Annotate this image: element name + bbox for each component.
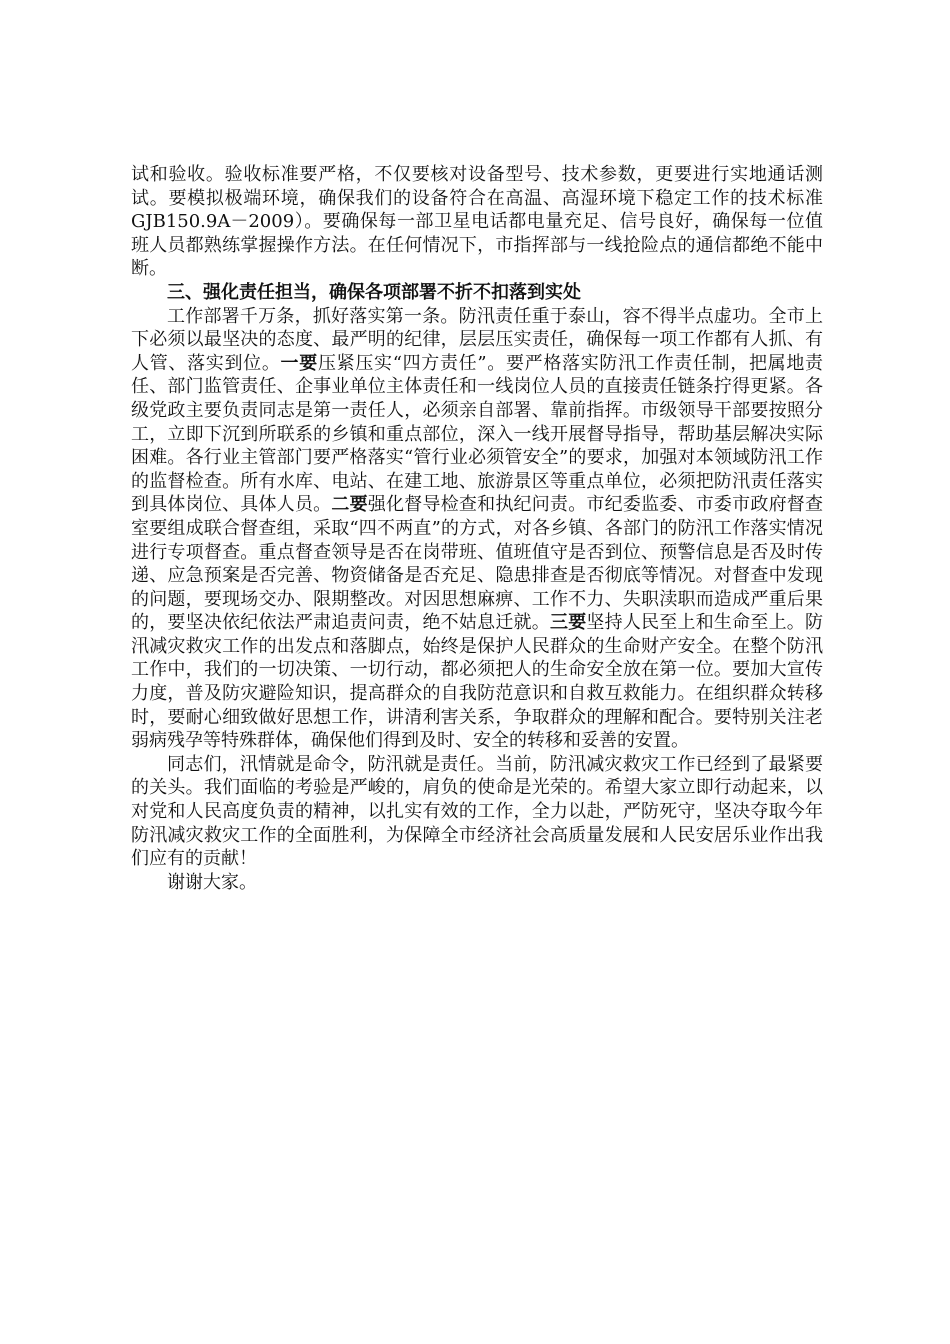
keyword-second: 二要 <box>331 494 368 516</box>
section-heading-three: 三、强化责任担当，确保各项部署不折不扣落到实处 <box>167 281 581 303</box>
paragraph-supervision: 强化督导检查和执纪问责。市纪委监委、市委市政府督查室要组成联合督查组，采取“四不两直”的方式，对各乡镇、各部门的防汛工作落实情况进行专项督查。重点督查领导是否在岗带班、值班值守是否到位、预警信息是否及时传递、应急预案是否完善、物资储备是否充足、隐患排查是否彻底等情况。对督查中发现的问题，要现场交办、限期整改。对因思想麻痹、工作不力、失职渎职而造成严重后果的，要坚决依纪依法严肃追责问责，绝不姑息迁就。 <box>131 494 824 634</box>
paragraph-closing: 同志们，汛情就是命令，防汛就是责任。当前，防汛减灾救灾工作已经到了最紧要的关头。我们面临的考验是严峻的，肩负的使命是光荣的。希望大家立即行动起来，以对党和人民高度负责的精神，以扎实有效的工作，全力以赴，严防死守，坚决夺取今年防汛减灾救灾工作的全面胜利，为保障全市经济社会高质量发展和人民安居乐业作出我们应有的贡献！ <box>131 753 823 870</box>
paragraph-responsibility-intro: 工作部署千万条，抓好落实第一条。防汛责任重于泰山，容不得半点虚功。全市上下必须以最坚决的态度、最严明的纪律，层层压实责任，确保每一项工作都有人抓、有人管、落实到位。 <box>131 305 823 374</box>
keyword-first: 一要 <box>280 352 318 374</box>
paragraph-four-responsibilities: 压紧压实“四方责任”。要严格落实防汛工作责任制，把属地责任、部门监管责任、企事业单位主体责任和一线岗位人员的直接责任链条拧得更紧。各级党政主要负责同志是第一责任人，必须亲自部署、靠前指挥。市级领导干部要按照分工，立即下沉到所联系的乡镇和重点部位，深入一线开展督导指导，帮助基层解决实际困难。各行业主管部门要严格落实“管行业必须管安全”的要求，加强对本领域防汛工作的监督检查。所有水库、电站、在建工地、旅游景区等重点单位，必须把防汛责任落实到具体岗位、具体人员。 <box>131 352 824 516</box>
paragraph-communication-testing: 试和验收。验收标准要严格，不仅要核对设备型号、技术参数，更要进行实地通话测试。要模拟极端环境，确保我们的设备符合在高温、高湿环境下稳定工作的技术标准GJB150.9A－2009）。要确保每一部卫星电话都电量充足、信号良好，确保每一位值班人员都熟练掌握操作方法。在任何情况下，市指挥部与一线抢险点的通信都绝不能中断。 <box>131 164 823 280</box>
keyword-third: 三要 <box>549 612 587 634</box>
paragraph-responsibility <box>131 305 823 753</box>
paragraph-thanks: 谢谢大家。 <box>167 871 257 893</box>
paragraph-people-first: 坚持人民至上和生命至上。防汛减灾救灾工作的出发点和落脚点，始终是保护人民群众的生命财产安全。在整个防汛工作中，我们的一切决策、一切行动，都必须把人的生命安全放在第一位。要加大宣传力度，普及防灾避险知识，提高群众的自我防范意识和自救互救能力。在组织群众转移时，要耐心细致做好思想工作，讲清利害关系，争取群众的理解和配合。要特别关注老弱病残孕等特殊群体，确保他们得到及时、安全的转移和妥善的安置。 <box>131 612 824 752</box>
document-page <box>131 163 823 894</box>
